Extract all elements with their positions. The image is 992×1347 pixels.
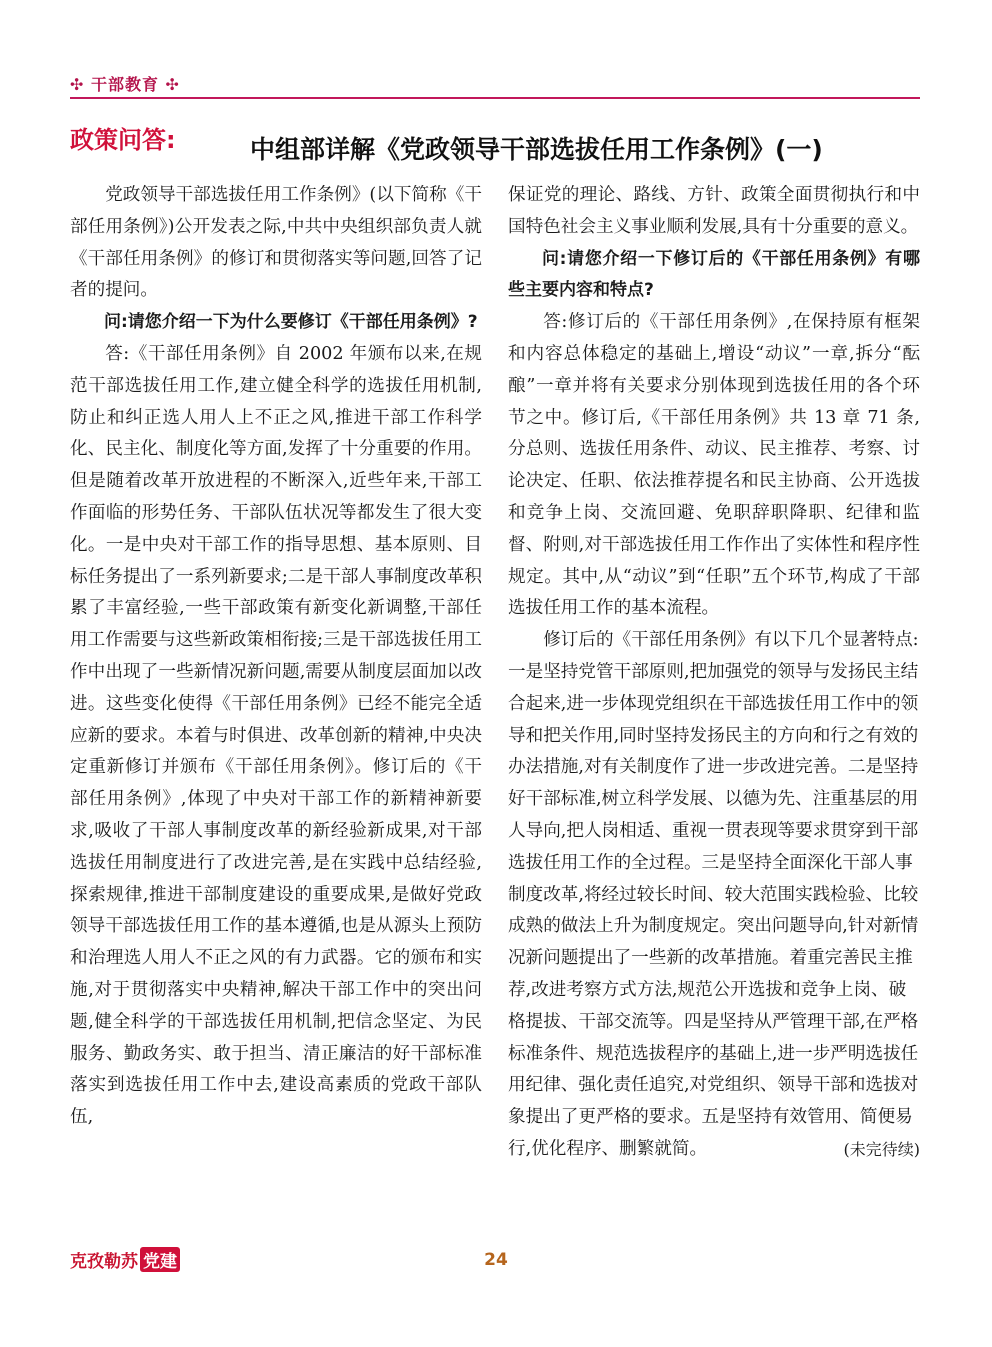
article-title: 中组部详解《党政领导干部选拔任用工作条例》(一): [250, 135, 823, 164]
question-1: 问:请您介绍一下为什么要修订《干部任用条例》?: [104, 312, 478, 333]
answer-2-text: 修订后的《干部任用条例》有以下几个显著特点:一是坚持党管干部原则,把加强党的领导与发扬民主结合起来,进一步体现党组织在干部选拔任用工作中的领导和把关作用,同时坚持发扬民主的方向和行之有效的办法措施,对有关制度作了进一步改进完善。二是坚持好干部标准,树立科学发展、以德为先、注重基层的用人导向,把人岗相适、重视一贯表现等要求贯穿到干部选拔任用工作的全过程。三是坚持全面深化干部人事制度改革,将经过较长时间、较大范围实践检验、比较成熟的做法上升为制度规定。突出问题导向,针对新情况新问题提出了一些新的改革措施。着重完善民主推荐,改进考察方式方法,规范公开选拔和竞争上岗、破格提拔、干部交流等。四是坚持从严管理干部,在严格标准条件、规范选拔程序的基础上,进一步严明选拔任用纪律、强化责任追究,对党组织、领导干部和选拔对象提出了更严格的要求。五是坚持有效管用、简便易行,优化程序、删繁就简。: [508, 630, 919, 1159]
running-header: [70, 72, 920, 98]
header-divider: [70, 97, 920, 99]
publication-logo-text: 克孜勒苏: [70, 1252, 138, 1272]
answer-2-paragraph-1: 答:修订后的《干部任用条例》,在保持原有框架和内容总体稳定的基础上,增设“动议”一章,拆分“酝酿”一章并将有关要求分别体现到选拔任用的各个环节之中。修订后,《干部任用条例》共 13 章 71 条,分总则、选拔任用条件、动议、民主推荐、考察、讨论决定、任职、依法推荐提名和民主协商、公开选拔和竞争上岗、交流回避、免职辞职降职、纪律和监督、附则,对干部选拔任用工作作出了实体性和程序性规定。其中,从“动议”到“任职”五个环节,构成了干部选拔任用工作的基本流程。: [508, 312, 920, 619]
section-label: ✣ 干部教育 ✣: [70, 75, 180, 94]
left-column: [70, 180, 482, 1134]
article-tag: 政策问答:: [70, 126, 176, 154]
intro-paragraph: 党政领导干部选拔任用工作条例》(以下简称《干部任用条例》)公开发表之际,中共中央组织部负责人就《干部任用条例》的修订和贯彻落实等问题,回答了记者的提问。: [70, 185, 482, 301]
to-be-continued: (未完待续): [843, 1139, 920, 1159]
answer-1-part-1: 答:《干部任用条例》自 2002 年颁布以来,在规范干部选拔任用工作,建立健全科学的选拔任用机制,防止和纠正选人用人上不正之风,推进干部工作科学化、民主化、制度化等方面,发挥了十分重要的作用。但是随着改革开放进程的不断深入,近些年来,干部工作面临的形势任务、干部队伍状况等都发生了很大变化。一是中央对干部工作的指导思想、基本原则、目标任务提出了一系列新要求;二是干部人事制度改革积累了丰富经验,一些干部政策有新变化新调整,干部任用工作需要与这些新政策相衔接;三是干部选拔任用工作中出现了一些新情况新问题,需要从制度层面加以改进。这些变化使得《干部任用条例》已经不能完全适应新的要求。本着与时俱进、改革创新的精神,中央决定重新修订并颁布《干部任用条例》。修订后的《干部任用条例》,体现了中央对干部工作的新精神新要求,吸收了干部人事制度改革的新经验新成果,对干部选拔任用制度进行了改进完善,是在实践中总结经验,探索规律,推进干部制度建设的重要成果,是做好党政领导干部选拔任用工作的基本遵循,也是从源头上预防和治理选人用人不正之风的有力武器。它的颁布和实施,对于贯彻落实中央精神,解决干部工作中的突出问题,健全科学的干部选拔任用机制,把信念坚定、为民服务、勤政务实、敢于担当、清正廉洁的好干部标准落实到选拔任用工作中去,建设高素质的党政干部队伍,: [70, 343, 482, 1128]
right-column: [508, 180, 920, 1166]
page-number: 24: [484, 1250, 508, 1270]
publication-logo-highlight: 党建: [140, 1247, 180, 1272]
publication-logo: [70, 1247, 180, 1272]
question-2: 问:请您介绍一下修订后的《干部任用条例》有哪些主要内容和特点?: [508, 248, 920, 301]
answer-2-paragraph-2: [508, 625, 920, 1166]
answer-1-part-2: 保证党的理论、路线、方针、政策全面贯彻执行和中国特色社会主义事业顺利发展,具有十分重要的意义。: [508, 185, 920, 237]
